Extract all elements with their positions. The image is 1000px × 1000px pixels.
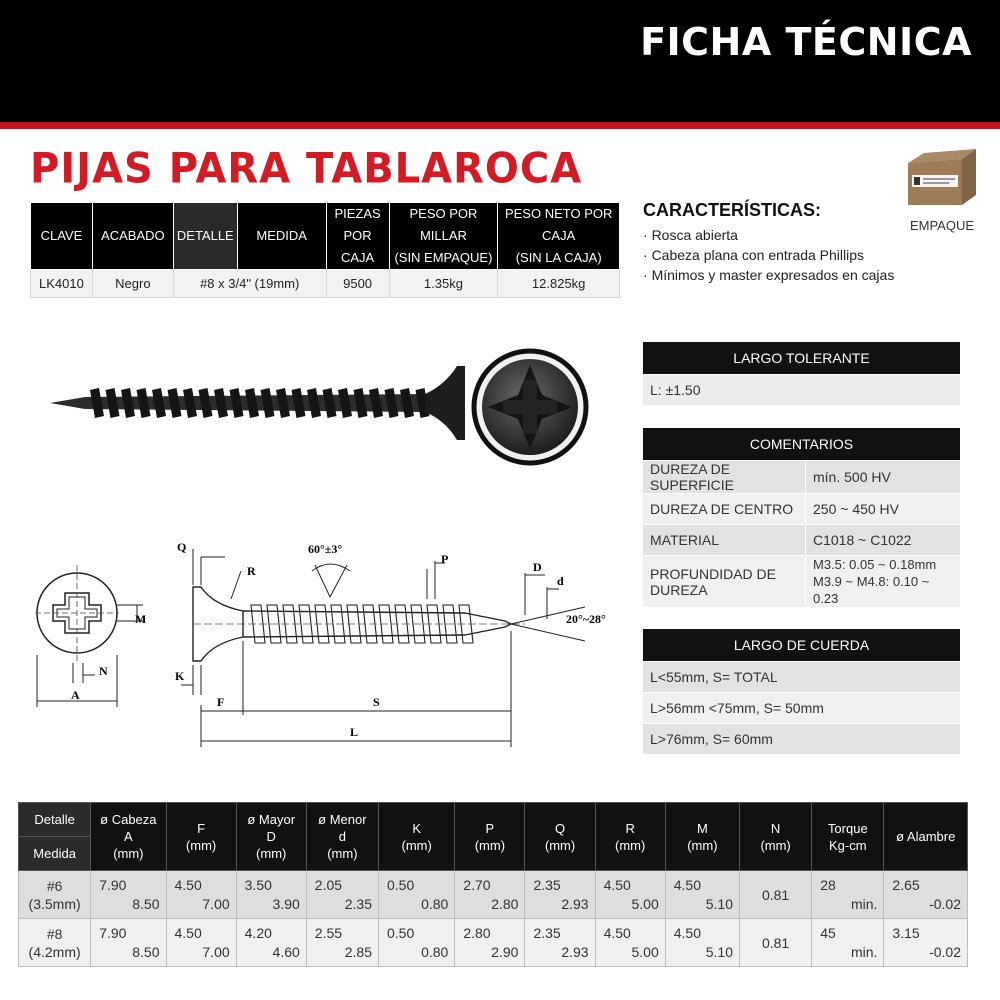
dimension-min: 2.35	[533, 877, 561, 893]
head-angle-label: 60°±3°	[308, 542, 343, 556]
column-header-line: A	[124, 829, 133, 844]
dimension-min: 28	[820, 877, 836, 893]
dimension-min: 7.90	[99, 925, 127, 941]
dimension-max: 2.80	[491, 896, 519, 912]
acabado-cell: Negro	[92, 270, 173, 298]
largo-tolerante-panel	[643, 342, 960, 405]
dimension-max: 2.90	[491, 944, 519, 960]
column-header	[812, 803, 884, 871]
technical-drawing	[25, 535, 625, 750]
comment-value	[806, 556, 960, 607]
dim-label-d-major: D	[533, 560, 542, 574]
column-header	[173, 203, 237, 270]
dimension-cell	[455, 871, 525, 919]
largo-cuerda-panel	[643, 629, 960, 754]
column-header	[498, 203, 620, 270]
column-header	[378, 803, 454, 871]
comment-value-line: M3.5: 0.05 ~ 0.18mm	[813, 557, 937, 572]
dimension-max: 5.10	[705, 944, 733, 960]
column-header	[91, 803, 166, 871]
dimension-cell	[166, 871, 236, 919]
dimension-cell	[455, 919, 525, 967]
column-header-line: DETALLE	[176, 228, 234, 243]
dim-label-m: M	[135, 612, 147, 626]
dimension-min: 2.80	[463, 925, 491, 941]
dimension-max: 5.10	[705, 896, 733, 912]
dimension-max: 2.85	[344, 944, 372, 960]
dimension-min: 4.50	[673, 877, 701, 893]
column-header-line: ø Menor	[318, 812, 367, 827]
comment-value-line: M3.9 ~ M4.8: 0.10 ~ 0.23	[813, 574, 930, 606]
dimension-cell	[812, 871, 884, 919]
column-header-line: (mm)	[687, 837, 718, 853]
dimension-max: 7.00	[202, 944, 230, 960]
comment-label: DUREZA DE CENTRO	[643, 494, 806, 524]
column-header	[236, 803, 306, 871]
dimension-cell	[236, 871, 306, 919]
dimension-max: 0.80	[421, 944, 449, 960]
table-row	[643, 524, 960, 555]
list-item: · Cabeza plana con entrada Phillips	[643, 245, 894, 265]
column-header-line: POR CAJA	[340, 228, 375, 265]
column-header	[595, 803, 665, 871]
medida-cell: #8 x 3/4" (19mm)	[173, 270, 326, 298]
dim-label-q: Q	[177, 540, 187, 554]
dim-label-k: K	[175, 669, 185, 683]
dimension-cell	[525, 919, 595, 967]
column-header-line: ø Mayor	[247, 812, 296, 827]
column-header-line: (mm)	[327, 846, 358, 861]
dimension-max: 0.80	[421, 896, 449, 912]
size-medida: (4.2mm)	[28, 943, 81, 960]
product-table-header	[31, 203, 620, 270]
column-header-line: F	[197, 820, 206, 836]
largo-tolerante-value: L: ±1.50	[650, 382, 701, 398]
dimension-cell	[91, 919, 166, 967]
dimension-cell	[595, 871, 665, 919]
table-row	[19, 919, 968, 967]
column-header	[740, 803, 812, 871]
column-header-line: (mm)	[544, 837, 576, 853]
dimension-cell	[378, 871, 454, 919]
dimension-min: 2.65	[892, 877, 920, 893]
column-header	[306, 803, 378, 871]
dim-label-s: S	[373, 695, 380, 709]
dimension-max: 8.50	[132, 944, 160, 960]
dim-label-r: R	[247, 564, 256, 578]
column-header-line: (mm)	[760, 837, 791, 853]
piezas-cell: 9500	[326, 270, 389, 298]
dimension-cell	[306, 871, 378, 919]
column-header-line: MEDIDA	[256, 228, 307, 243]
dimension-cell	[665, 871, 739, 919]
dimension-min: 4.50	[174, 925, 202, 941]
column-header-line: PESO POR MILLAR	[409, 206, 478, 243]
dimension-min: 7.90	[99, 877, 127, 893]
dimension-max: 4.60	[272, 944, 300, 960]
comment-value: 250 ~ 450 HV	[813, 500, 900, 517]
dimension-max: 3.90	[272, 896, 300, 912]
column-header-line: (mm)	[113, 846, 144, 861]
column-header	[166, 803, 236, 871]
dimension-max: 5.00	[631, 944, 659, 960]
column-header-line: PESO NETO POR CAJA	[504, 206, 613, 243]
characteristics	[643, 200, 894, 285]
dimension-min: 45	[820, 925, 836, 941]
dimension-cell	[525, 871, 595, 919]
dimension-max: 7.00	[202, 896, 230, 912]
column-header-line: N	[770, 820, 781, 836]
package-box-image	[902, 145, 978, 207]
list-item	[643, 723, 960, 754]
dimension-cell	[595, 919, 665, 967]
head-front-view	[35, 565, 143, 707]
comment-value: mín. 500 HV	[813, 468, 891, 485]
column-header-line: P	[485, 820, 495, 836]
dimension-cell	[166, 919, 236, 967]
largo-cuerda-title: LARGO DE CUERDA	[643, 629, 960, 661]
column-header-line: (SIN EMPAQUE)	[394, 250, 493, 265]
list-item	[643, 692, 960, 723]
column-header	[326, 203, 389, 270]
dimension-max: min.	[850, 896, 878, 912]
table-row	[643, 460, 960, 493]
product-title: PIJAS PARA TABLAROCA	[30, 144, 583, 194]
column-header-line: ø Cabeza	[100, 812, 157, 827]
dimensions-header	[19, 803, 968, 837]
dimension-cell	[91, 871, 166, 919]
column-header-line: d	[338, 829, 346, 844]
dimension-min: 4.50	[603, 877, 631, 893]
column-header-line: Q	[554, 820, 566, 836]
package-label: EMPAQUE	[909, 218, 975, 233]
dimension-cell	[812, 919, 884, 967]
column-header	[389, 203, 498, 270]
tip-angle-label: 20°~28°	[566, 612, 606, 626]
dimension-min: 4.50	[174, 877, 202, 893]
medida-header: Medida	[19, 837, 91, 871]
dimension-cell	[236, 919, 306, 967]
largo-cuerda-item: L>76mm, S= 60mm	[650, 731, 773, 747]
column-header-line: (mm)	[474, 837, 506, 853]
dimension-min: 3.15	[892, 925, 920, 941]
product-table	[30, 202, 620, 298]
comentarios-panel	[643, 428, 960, 607]
table-row	[19, 871, 968, 919]
comentarios-title: COMENTARIOS	[643, 428, 960, 460]
dimension-min: 0.50	[386, 925, 415, 941]
dimension-min: 2.70	[463, 877, 491, 893]
dim-label-a: A	[71, 688, 80, 702]
table-row	[643, 555, 960, 607]
column-header-line: Torque	[827, 820, 868, 836]
clave-cell: LK4010	[31, 270, 93, 298]
characteristics-title: CARACTERÍSTICAS:	[643, 200, 821, 220]
dimension-cell	[740, 919, 812, 967]
dimension-value: 0.81	[761, 934, 790, 951]
comment-label: PROFUNDIDAD DE DUREZA	[643, 556, 806, 607]
column-header-line: (mm)	[401, 837, 432, 853]
header-band	[0, 0, 1000, 122]
size-detalle: #8	[46, 925, 63, 942]
dimension-cell	[665, 919, 739, 967]
dimension-cell	[378, 919, 454, 967]
column-header-line: CLAVE	[40, 228, 83, 243]
dimension-max: -0.02	[929, 896, 961, 912]
dimension-max: 2.93	[561, 896, 589, 912]
dimension-max: -0.02	[929, 944, 961, 960]
dimension-min: 2.35	[533, 925, 561, 941]
column-header	[455, 803, 525, 871]
column-header	[31, 203, 93, 270]
dimension-min: 4.50	[603, 925, 631, 941]
dimension-min: 3.50	[244, 877, 272, 893]
column-header-line: M	[696, 820, 708, 836]
dimension-min: 2.55	[314, 925, 343, 941]
column-header	[92, 203, 173, 270]
column-header-line: (mm)	[615, 837, 646, 853]
detalle-header: Detalle	[19, 803, 91, 837]
column-header-line: D	[266, 829, 276, 844]
largo-tolerante-title: LARGO TOLERANTE	[643, 342, 960, 374]
column-header-line: (SIN LA CAJA)	[515, 250, 602, 265]
dimension-value: 0.81	[761, 886, 790, 903]
header-divider	[0, 122, 1000, 129]
dimensions-table	[18, 802, 968, 967]
dimension-max: 2.35	[344, 896, 372, 912]
size-medida: (3.5mm)	[28, 895, 81, 912]
dimension-max: 5.00	[631, 896, 659, 912]
largo-cuerda-item: L<55mm, S= TOTAL	[650, 669, 778, 685]
dimension-cell	[740, 871, 812, 919]
dimension-min: 2.05	[314, 877, 343, 893]
column-header	[237, 203, 326, 270]
column-header	[665, 803, 739, 871]
dim-label-p: P	[441, 552, 449, 566]
screw-photo	[45, 340, 590, 475]
dim-label-f: F	[217, 695, 225, 709]
dimension-max: 2.93	[561, 944, 589, 960]
dim-label-d-minor: d	[557, 574, 564, 588]
column-header-line: K	[412, 820, 421, 836]
column-header-line: ø Alambre	[896, 829, 956, 844]
dimension-min: 4.20	[244, 925, 272, 941]
largo-cuerda-item: L>56mm <75mm, S= 50mm	[650, 700, 824, 716]
dimension-max: min.	[850, 944, 878, 960]
comment-label: MATERIAL	[643, 525, 806, 555]
column-header-line: ACABADO	[101, 228, 165, 243]
dim-label-n: N	[99, 664, 108, 678]
table-row	[31, 270, 620, 298]
column-header-line: (mm)	[256, 846, 287, 861]
list-item	[643, 661, 960, 692]
dimension-min: 0.50	[386, 877, 415, 893]
comment-value: C1018 ~ C1022	[813, 531, 912, 548]
dim-label-l: L	[350, 725, 359, 739]
column-header-line: (mm)	[185, 837, 217, 853]
size-detalle: #6	[46, 877, 63, 894]
dimension-min: 4.50	[673, 925, 701, 941]
list-item: · Rosca abierta	[643, 225, 894, 245]
size-cell	[19, 919, 91, 967]
dimension-cell	[306, 919, 378, 967]
peso-millar-cell: 1.35kg	[389, 270, 498, 298]
dimension-cell	[884, 871, 968, 919]
page-title: FICHA TÉCNICA	[640, 20, 972, 64]
comment-label: DUREZA DE SUPERFICIE	[643, 461, 806, 493]
list-item: · Mínimos y master expresados en cajas	[643, 265, 894, 285]
peso-neto-cell: 12.825kg	[498, 270, 620, 298]
column-header	[525, 803, 595, 871]
size-cell	[19, 871, 91, 919]
dimension-cell	[884, 919, 968, 967]
column-header-line: Kg-cm	[829, 837, 867, 853]
dimension-max: 8.50	[132, 896, 160, 912]
column-header	[884, 803, 968, 871]
table-row	[643, 493, 960, 524]
list-item	[643, 374, 960, 405]
column-header-line: R	[625, 820, 635, 836]
column-header-line: PIEZAS	[334, 206, 381, 221]
